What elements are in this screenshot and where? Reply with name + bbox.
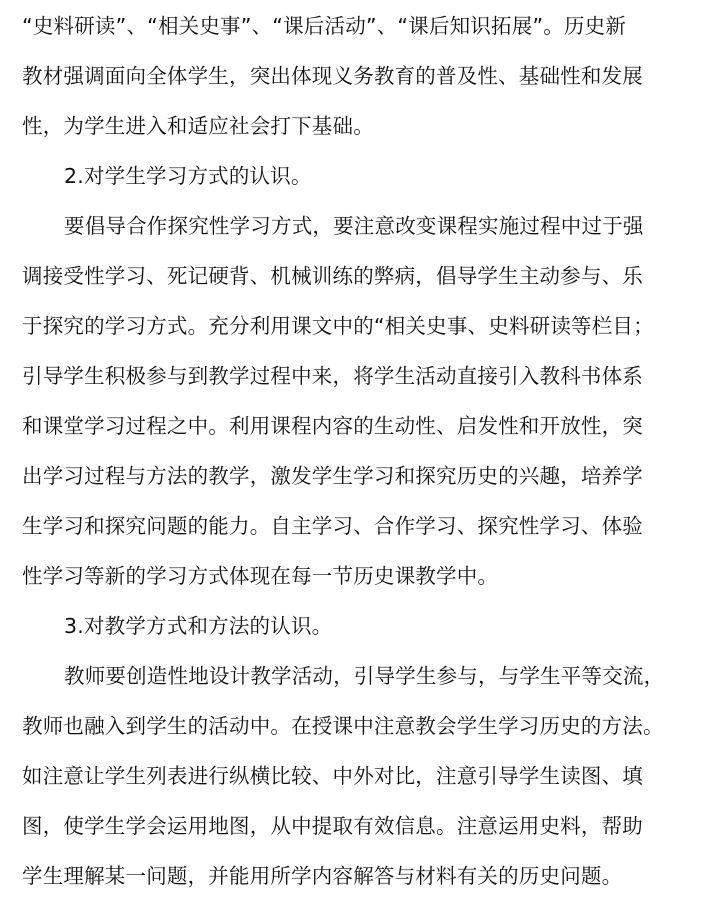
paragraph-line: 要倡导合作探究性学习方式，要注意改变课程实施过程中过于强	[64, 214, 644, 238]
paragraph-line: 性学习等新的学习方式体现在每一节历史课教学中。	[22, 564, 499, 588]
paragraph-line: 学生理解某一问题，并能用所学内容解答与材料有关的历史问题。	[22, 864, 623, 888]
section-heading: 3.对教学方式和方法的认识。	[64, 614, 333, 638]
section-heading: 2.对学生学习方式的认识。	[64, 164, 312, 188]
paragraph-line: 生学习和探究问题的能力。自主学习、合作学习、探究性学习、体验	[22, 514, 643, 538]
paragraph-line: 于探究的学习方式。充分利用课文中的“相关史事、史料研读等栏目；	[22, 314, 654, 338]
paragraph-line: 和课堂学习过程之中。利用课程内容的生动性、启发性和开放性，突	[22, 414, 643, 438]
paragraph-line: 性，为学生进入和适应社会打下基础。	[22, 114, 374, 138]
paragraph-line: 调接受性学习、死记硬背、机械训练的弊病，倡导学生主动参与、乐	[22, 264, 643, 288]
paragraph-line: 出学习过程与方法的教学，激发学生学习和探究历史的兴趣，培养学	[22, 464, 643, 488]
paragraph-line: 教师也融入到学生的活动中。在授课中注意教会学生学习历史的方法。	[22, 714, 664, 738]
paragraph-line: 如注意让学生列表进行纵横比较、中外对比，注意引导学生读图、填	[22, 764, 643, 788]
paragraph-line: 图，使学生学会运用地图，从中提取有效信息。注意运用史料，帮助	[22, 814, 643, 838]
paragraph-line: 教师要创造性地设计教学活动，引导学生参与，与学生平等交流，	[64, 664, 665, 688]
paragraph-line: 引导学生积极参与到教学过程中来，将学生活动直接引入教科书体系	[22, 364, 643, 388]
paragraph-line: “史料研读”、“相关史事”、“课后活动”、“课后知识拓展”。历史新	[22, 14, 627, 38]
paragraph-line: 教材强调面向全体学生，突出体现义务教育的普及性、基础性和发展	[22, 64, 643, 88]
